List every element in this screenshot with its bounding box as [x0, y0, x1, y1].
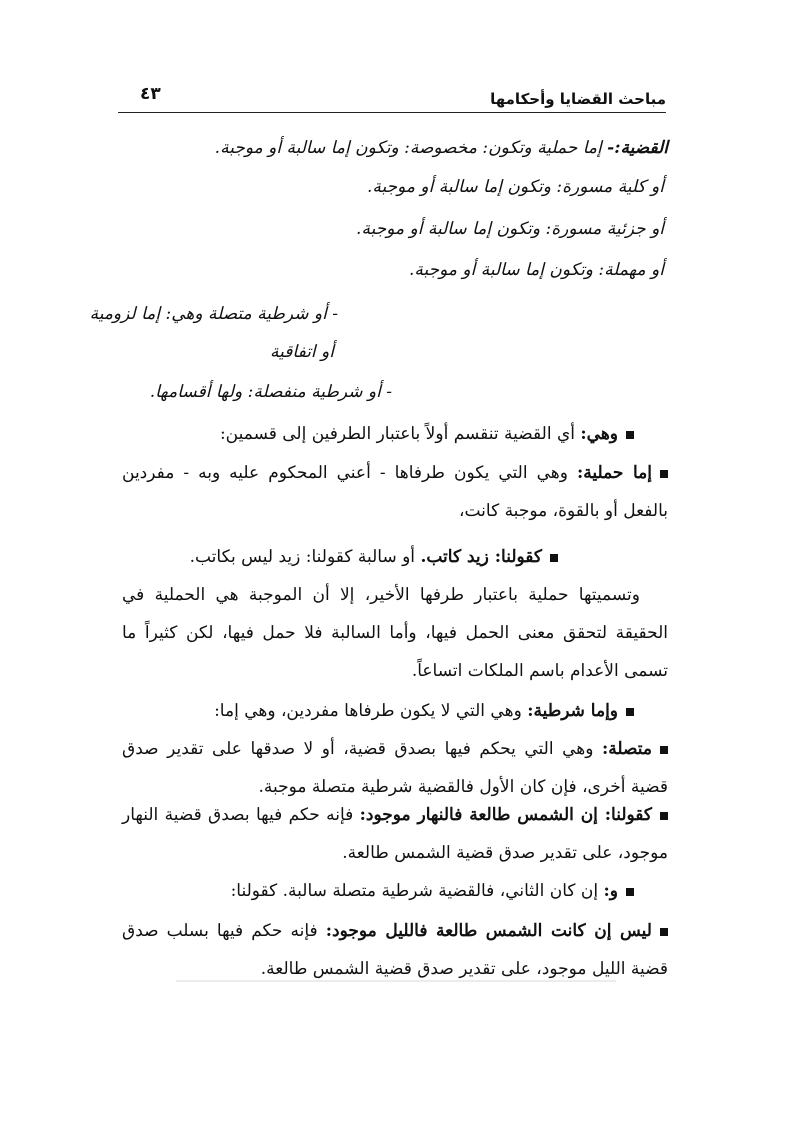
- paragraph-text: أي القضية تنقسم أولاً باعتبار الطرفين إلى قسمين:: [219, 424, 581, 444]
- diagram-line-6: أو اتفاقية: [270, 342, 334, 362]
- paragraph-7: [122, 796, 668, 872]
- diagram-line-4: أو مهملة: وتكون إما سالبة أو موجبة.: [408, 260, 664, 280]
- paragraph-keyword: ليس إن كانت الشمس طالعة فالليل موجود:: [325, 921, 652, 941]
- square-bullet-icon: [660, 746, 668, 754]
- square-bullet-icon: [660, 812, 668, 820]
- diagram-keyword: القضية:-: [607, 138, 668, 158]
- paragraph-keyword: وإما شرطية:: [527, 701, 618, 721]
- square-bullet-icon: [550, 554, 558, 562]
- paragraph-keyword: كقولنا: زيد كاتب.: [420, 547, 542, 567]
- paragraph-keyword: كقولنا: إن الشمس طالعة فالنهار موجود:: [359, 805, 653, 825]
- page-header: [118, 84, 666, 113]
- diagram-line-1-text: إما حملية وتكون: مخصوصة: وتكون إما سالبة أو موجبة.: [214, 138, 608, 158]
- paragraph-8: [122, 872, 634, 910]
- square-bullet-icon: [660, 928, 668, 936]
- square-bullet-icon: [660, 470, 668, 478]
- running-head: مباحث القضايا وأحكامها: [490, 90, 666, 108]
- paragraph-text: فإنه حكم فيها بسلب صدق قضية الليل موجود، على تقدير صدق قضية الشمس طالعة.: [122, 921, 668, 979]
- diagram-line-1: [215, 138, 668, 158]
- paragraph-text: وهي التي لا يكون طرفاها مفردين، وهي إما:: [214, 701, 528, 721]
- paragraph-9: [122, 912, 668, 988]
- paragraph-5: [122, 692, 634, 730]
- paragraph-keyword: و:: [603, 881, 618, 901]
- diagram-line-7: - أو شرطية منفصلة: ولها أقسامها.: [149, 382, 392, 402]
- paragraph-3: [122, 538, 558, 576]
- paragraph-text: وتسميتها حملية باعتبار طرفها الأخير، إلا أن الموجبة هي الحملية في الحقيقة لتحقق معنى الحمل فيها، وأما السالبة فلا حمل فيها، لكن كثيراً ما تسمى الأعدام باسم الملكات اتساعاً.: [122, 585, 668, 681]
- paragraph-text: أو سالبة كقولنا: زيد ليس بكاتب.: [189, 547, 421, 567]
- paragraph-text: وهي التي يحكم فيها بصدق قضية، أو لا صدقها على تقدير صدق قضية أخرى، فإن كان الأول فالقضية شرطية متصلة موجبة.: [122, 739, 668, 797]
- paragraph-text: إن كان الثاني، فالقضية شرطية متصلة سالبة. كقولنا:: [230, 881, 604, 901]
- paragraph-text: فإنه حكم فيها بصدق قضية النهار موجود، على تقدير صدق قضية الشمس طالعة.: [122, 805, 668, 863]
- paragraph-keyword: متصلة:: [602, 739, 652, 759]
- square-bullet-icon: [626, 708, 634, 716]
- paragraph-keyword: إما حملية:: [576, 463, 652, 483]
- diagram-line-3: أو جزئية مسورة: وتكون إما سالبة أو موجبة.: [356, 219, 664, 239]
- paragraph-keyword: وهي:: [580, 424, 618, 444]
- paragraph-1: [122, 415, 634, 453]
- square-bullet-icon: [626, 431, 634, 439]
- paragraph-2: [122, 454, 668, 530]
- paragraph-4: [122, 576, 668, 690]
- scan-shadow: [176, 980, 616, 982]
- square-bullet-icon: [626, 888, 634, 896]
- page-number: ٤٣: [140, 84, 161, 104]
- paragraph-6: [122, 730, 668, 806]
- diagram-line-5: - أو شرطية متصلة وهي: إما لزومية: [89, 304, 338, 324]
- paragraph-text: وهي التي يكون طرفاها - أعني المحكوم عليه وبه - مفردين بالفعل أو بالقوة، موجبة كانت،: [122, 463, 668, 521]
- diagram-line-2: أو كلية مسورة: وتكون إما سالبة أو موجبة.: [366, 177, 664, 197]
